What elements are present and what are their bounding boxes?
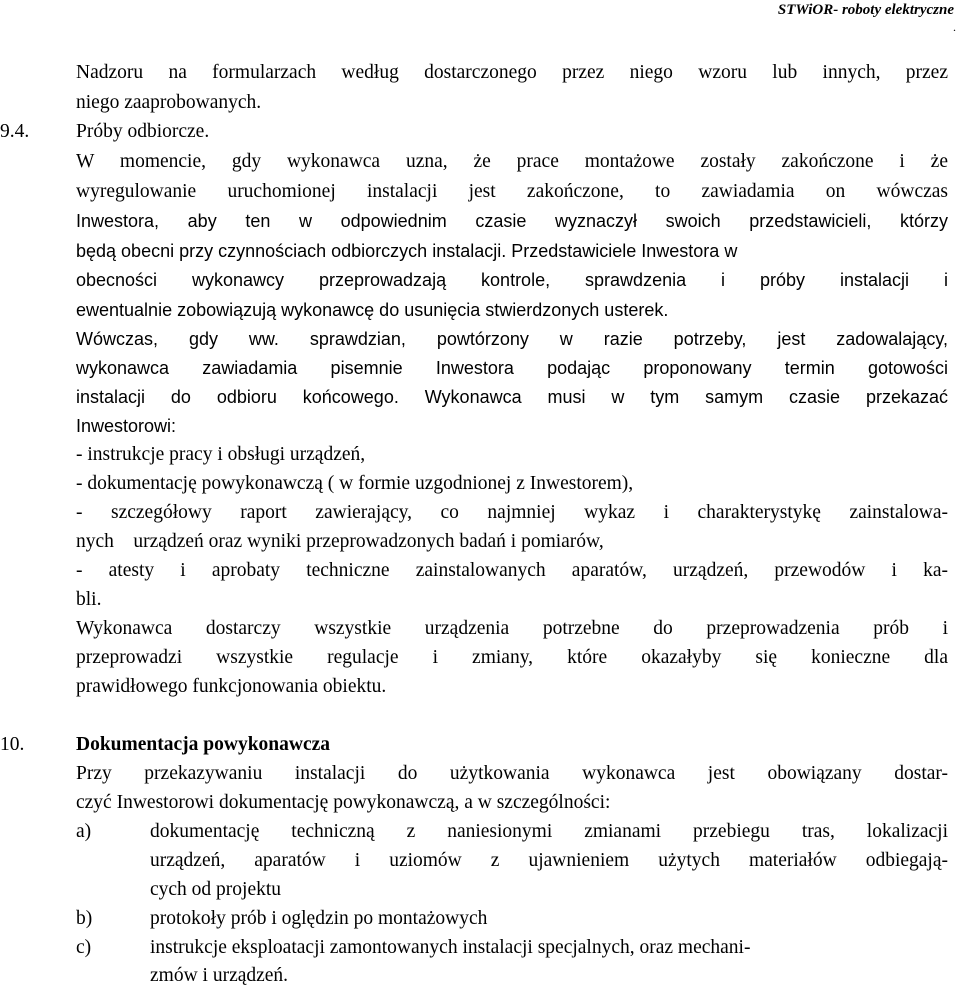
paragraph-line: wyregulowanie uruchomionej instalacji jest zakończone, to zawiadamia on wówczas [76, 181, 948, 202]
intro-line: niego zaaprobowanych. [76, 92, 262, 113]
paragraph-line: Wykonawca dostarczy wszystkie urządzenia potrzebne do przeprowadzenia prób i [76, 618, 948, 639]
paragraph-line: przeprowadzi wszystkie regulacje i zmiany, które okazałyby się konieczne dla [76, 647, 948, 668]
paragraph-line: obecności wykonawcy przeprowadzają kontrole, sprawdzenia i próby instalacji i [76, 270, 948, 290]
paragraph-line: ewentualnie zobowiązują wykonawcę do usunięcia stwierdzonych usterek. [76, 300, 669, 320]
list-line: - dokumentację powykonawczą ( w formie uzgodnionej z Inwestorem), [76, 473, 634, 494]
paragraph-line: wykonawca zawiadamia pisemnie Inwestora podając proponowany termin gotowości [76, 358, 948, 378]
list-line: - szczegółowy raport zawierający, co najmniej wykaz i charakterystykę zainstalowa- [76, 502, 948, 523]
list-item-line: protokoły prób i oględzin po montażowych [150, 908, 488, 929]
list-line: - atesty i aprobaty techniczne zainstalowanych aparatów, urządzeń, przewodów i ka- [76, 560, 948, 581]
paragraph-line: W momencie, gdy wykonawca uzna, że prace montażowe zostały zakończone i że [76, 151, 948, 172]
list-item-line: urządzeń, aparatów i uziomów z ujawnieniem użytych materiałów odbiegają- [150, 850, 948, 871]
paragraph-line: prawidłowego funkcjonowania obiektu. [76, 676, 387, 697]
header-dot: . [953, 20, 956, 34]
list-item-letter: b) [76, 908, 93, 929]
list-line: - instrukcje pracy i obsługi urządzeń, [76, 444, 366, 465]
running-header: STWiOR- roboty elektryczne [777, 2, 954, 18]
paragraph-line: czyć Inwestorowi dokumentację powykonawczą, a w szczególności: [76, 792, 611, 813]
paragraph-line: Przy przekazywaniu instalacji do użytkowania wykonawca jest obowiązany dostar- [76, 763, 948, 784]
list-item-letter: c) [76, 937, 92, 958]
section-number: 9.4. [0, 121, 30, 142]
list-item-line: zmów i urządzeń. [150, 965, 289, 986]
paragraph-line: Wówczas, gdy ww. sprawdzian, powtórzony w razie potrzeby, jest zadowalający, [76, 329, 948, 349]
section-number: 10. [0, 734, 25, 755]
paragraph-line: instalacji do odbioru końcowego. Wykonawca musi w tym samym czasie przekazać [76, 387, 948, 407]
section-title: Dokumentacja powykonawcza [76, 734, 331, 755]
list-line: bli. [76, 589, 102, 610]
paragraph-line: Inwestorowi: [76, 416, 177, 436]
paragraph-line: Inwestora, aby ten w odpowiednim czasie wyznaczył swoich przedstawicieli, którzy [76, 211, 948, 231]
list-item-line: instrukcje eksploatacji zamontowanych instalacji specjalnych, oraz mechani- [150, 937, 751, 958]
list-item-line: dokumentację techniczną z naniesionymi zmianami przebiegu tras, lokalizacji [150, 821, 948, 842]
list-item-line: cych od projektu [150, 879, 282, 900]
list-line: nych urządzeń oraz wyniki przeprowadzonych badań i pomiarów, [76, 531, 604, 552]
intro-line: Nadzoru na formularzach według dostarczonego przez niego wzoru lub innych, przez [76, 62, 948, 83]
section-title: Próby odbiorcze. [76, 121, 210, 142]
paragraph-line: będą obecni przy czynnościach odbiorczych instalacji. Przedstawiciele Inwestora w [76, 241, 738, 261]
list-item-letter: a) [76, 821, 92, 842]
